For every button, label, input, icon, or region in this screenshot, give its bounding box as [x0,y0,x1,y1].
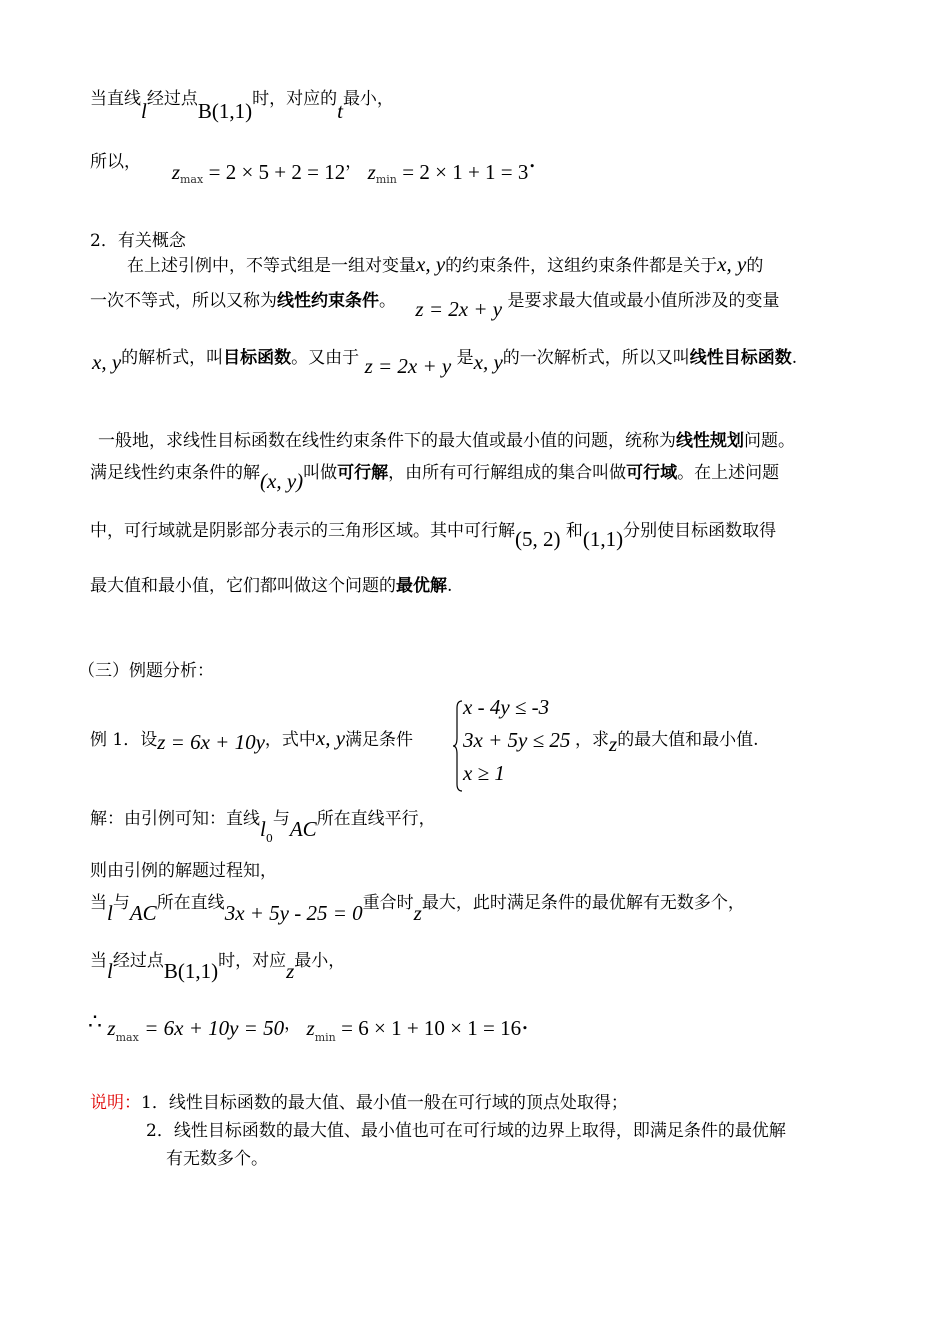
line-min-condition: 当直线l经过点B(1,1)时，对应的t最小， [90,89,394,123]
para2-line4: 最大值和最小值，它们都叫做这个问题的最优解. [90,576,453,596]
para1-line2: 一次不等式，所以又称为线性约束条件。 z = 2x + y 是要求最大值或最小值所涉及的变量 [90,291,780,321]
solution-line4: 当l经过点B(1,1)时，对应z最小， [90,951,346,983]
example1-statement: 例 1．设z = 6x + 10y，式中x, y满足条件 [90,726,414,754]
line-z-results: 所以， $z_{max} = 2 \times 5 + 2 = 12$， $z_{min} = 2 \times 1 + 1 = 3$. [90,145,537,186]
solution-line1: 解：由引例可知：直线$l_0$与AC所在直线平行， [90,809,436,845]
solution-result: ∴ $z_{max} = 6x + 10y = 50$， $z_{min} = 6 \times 1 + 10 \times 1 = 16$. [88,1007,529,1044]
para2-line3: 中，可行域就是阴影部分表示的三角形区域。其中可行解(5, 2) 和(1,1)分别使目标函数取得 [90,521,777,551]
solution-line2: 则由引例的解题过程知， [90,861,277,881]
para2-line1: 一般地，求线性目标函数在线性约束条件下的最大值或最小值的问题，统称为线性规划问题。 [98,431,795,451]
note-line3: 有无数多个。 [166,1149,268,1169]
example1-question: ，求z的最大值和最小值. [575,730,759,756]
note-line2: 2．线性目标函数的最大值、最小值也可在可行域的边界上取得，即满足条件的最优解 [146,1121,786,1141]
note-line1: 说明：1．线性目标函数的最大值、最小值一般在可行域的顶点处取得； [90,1093,628,1113]
condition-2: 3x + 5y ≤ 25 [463,728,571,752]
para1-line1: 在上述引例中，不等式组是一组对变量x, y的约束条件，这组约束条件都是关于x, y的 [127,252,764,276]
para2-line2: 满足线性约束条件的解(x, y)叫做可行解，由所有可行解组成的集合叫做可行域。在上述问题 [90,463,780,493]
para1-line3: x, y的解析式，叫目标函数。又由于 z = 2x + y 是x, y的一次解析式，所以又叫线性目标函数. [92,348,798,378]
condition-1: x - 4y ≤ -3 [463,695,550,719]
section-heading-concepts: 2．有关概念 [90,231,186,251]
condition-3: x ≥ 1 [463,761,505,785]
section-heading-examples: （三）例题分析： [78,661,214,681]
solution-line3: 当l与AC所在直线3x + 5y - 25 = 0重合时z最大，此时满足条件的最优解有无数多个， [90,893,745,925]
left-brace-icon [453,700,463,792]
